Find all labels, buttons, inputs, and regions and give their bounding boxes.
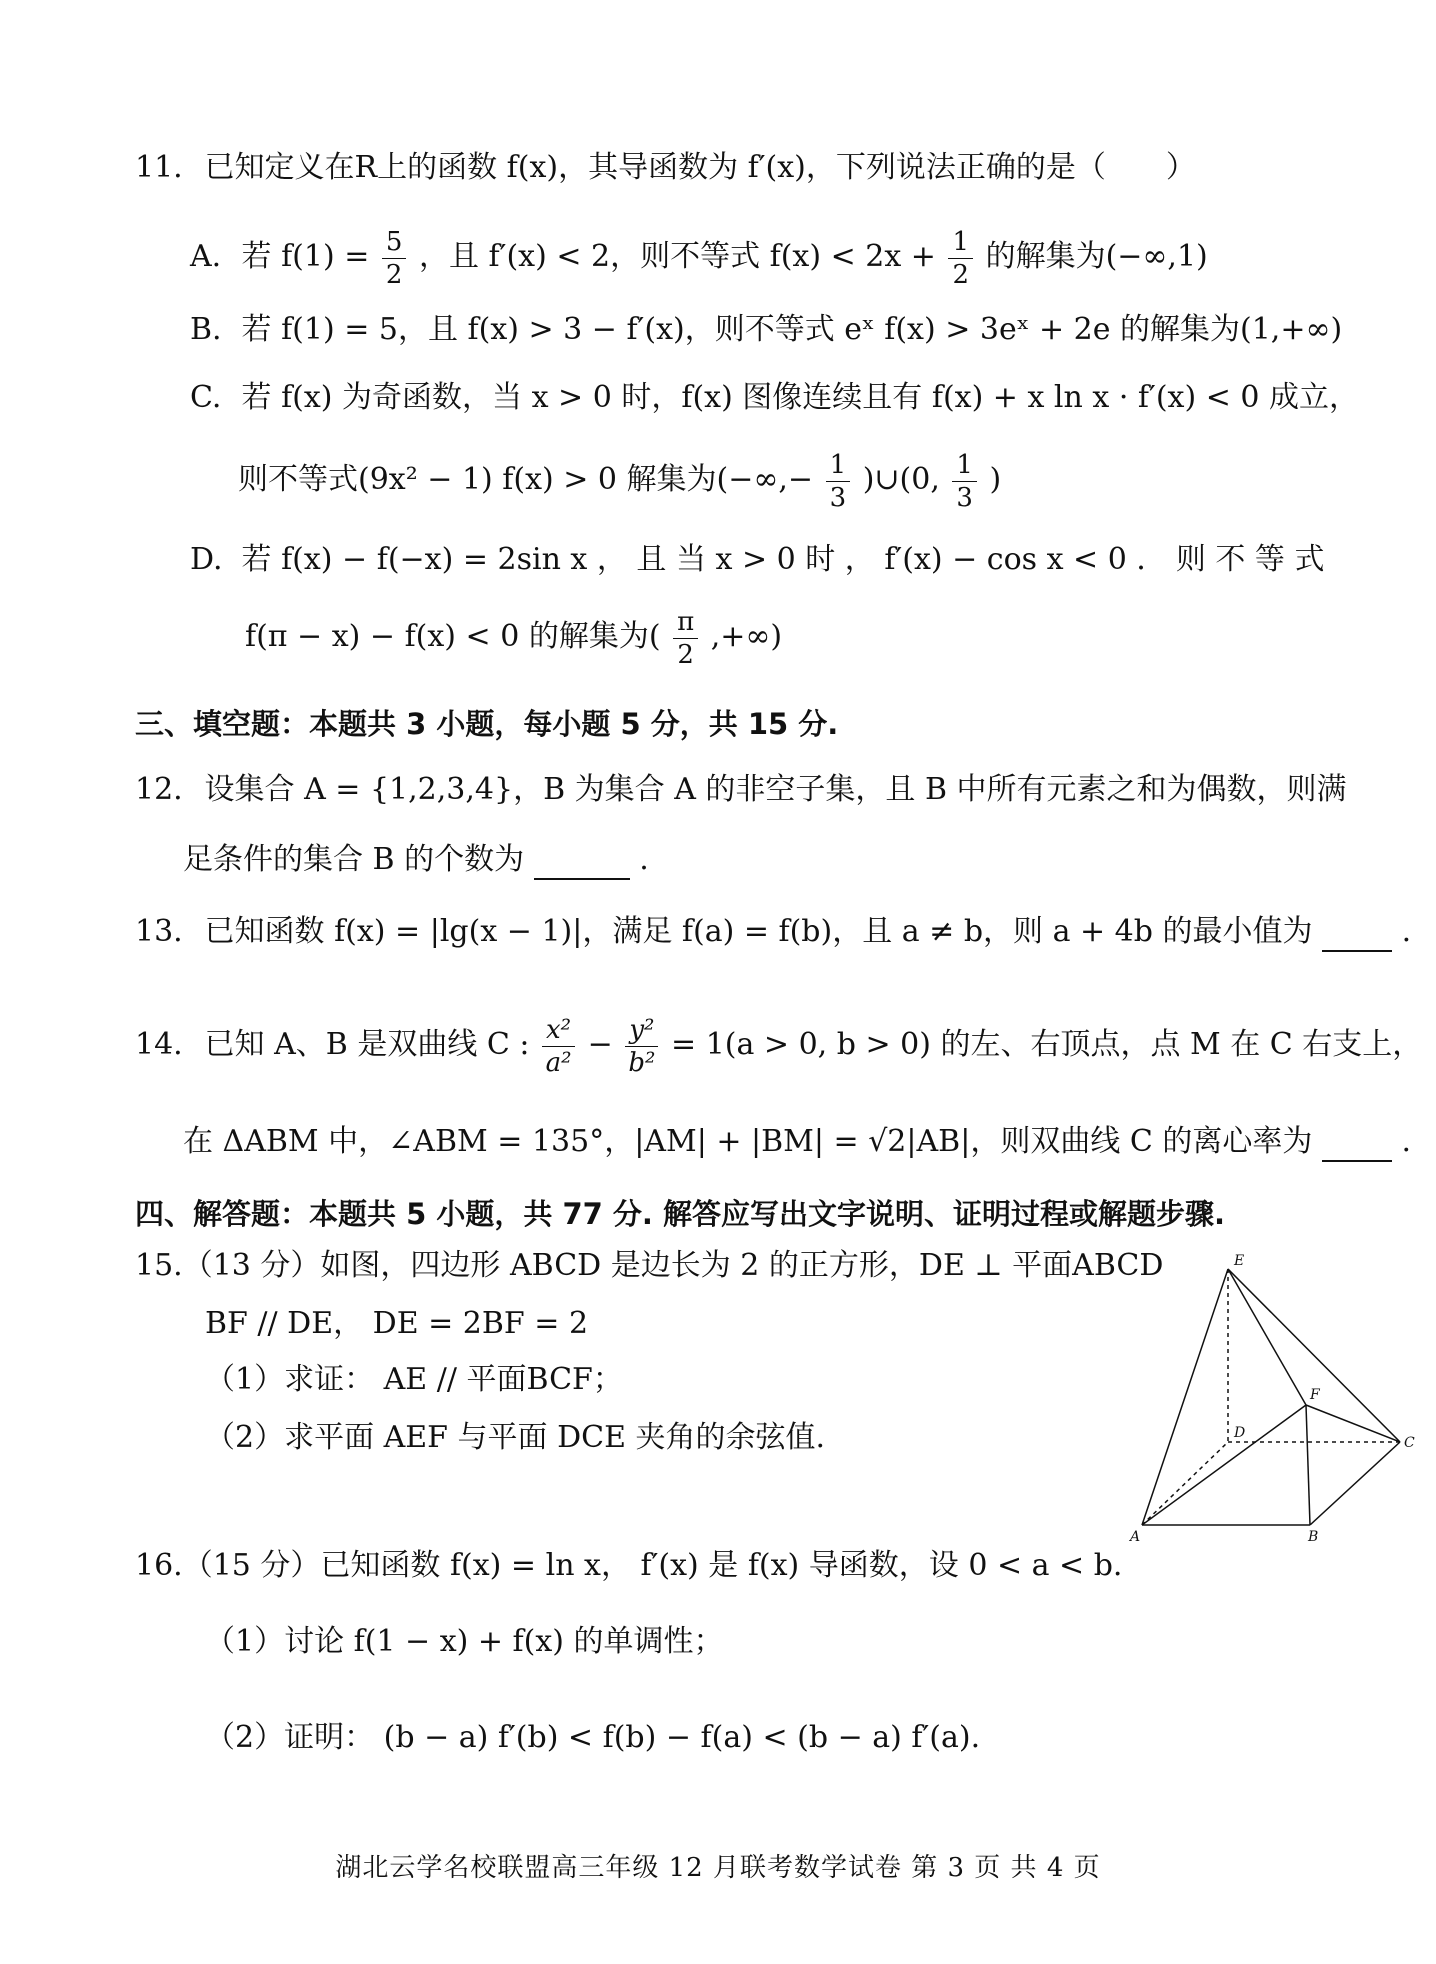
q11-stem: 已知定义在R上的函数 f(x)，其导函数为 f′(x)，下列说法正确的是（ ） (204, 150, 1196, 185)
q11-number: 11. (135, 150, 183, 185)
q14-frac2-num: y² (625, 1014, 658, 1047)
q15-line2: BF // DE， DE = 2BF = 2 (205, 1306, 589, 1341)
edge-ef (1228, 1269, 1306, 1405)
q11-c-frac1-den: 3 (829, 482, 847, 513)
q11-a-post: 的解集为(−∞,1) (985, 239, 1208, 274)
q11-a-frac1-den: 2 (385, 259, 403, 290)
edge-bc (1310, 1442, 1400, 1525)
q11-option-b (190, 310, 1342, 350)
q12-line1 (135, 770, 1347, 810)
label-c: C (1404, 1435, 1415, 1451)
q11-d-frac-den: 2 (677, 639, 694, 670)
edge-ea (1142, 1269, 1228, 1525)
q13-answer-blank (1322, 922, 1392, 952)
label-a: A (1130, 1529, 1141, 1545)
q11-a-label: A. (190, 239, 222, 274)
q11-c-frac2-num: 1 (952, 449, 977, 482)
q11-option-c-line2 (238, 448, 1001, 514)
edge-ec (1228, 1269, 1400, 1442)
q14-number: 14. (135, 1027, 183, 1062)
q11-c-frac1-num: 1 (826, 449, 851, 482)
q13-text: 已知函数 f(x) = |lg(x − 1)|，满足 f(a) = f(b)，且 a ≠ b，则 a + 4b 的最小值为 (204, 914, 1313, 949)
q11-option-d-line2 (245, 605, 782, 671)
q16-part1: （1）讨论 f(1 − x) + f(x) 的单调性； (205, 1624, 724, 1659)
q11-a-frac2-den: 2 (952, 259, 970, 290)
q11-option-a (190, 225, 1208, 291)
q11-d-line1: 若 f(x) − f(−x) = 2sin x ， 且 当 x > 0 时 ， f′(x) − cos x < 0 ． 则 不 等 式 (241, 542, 1325, 577)
q14-frac2-den: b² (628, 1047, 656, 1078)
section3-heading: 三、填空题：本题共 3 小题，每小题 5 分，共 15 分. (135, 707, 839, 741)
q12-text2: 足条件的集合 B 的个数为 (183, 842, 525, 877)
q15-figure (1110, 1245, 1420, 1545)
q14-end: . (1401, 1124, 1411, 1159)
q12-text1: 设集合 A = {1,2,3,4}，B 为集合 A 的非空子集，且 B 中所有元素之和为偶数，则满 (204, 772, 1347, 807)
q15-line1: 15.（13 分）如图，四边形 ABCD 是边长为 2 的正方形，DE ⊥ 平面ABCD (135, 1248, 1164, 1283)
q14-pre: 已知 A、B 是双曲线 C : (204, 1027, 530, 1062)
q11-stem-line (135, 148, 1196, 188)
q11-c-line2-pre: 则不等式(9x² − 1) f(x) > 0 解集为(−∞,− (238, 462, 814, 497)
q14-text2: 在 ΔABM 中，∠ABM = 135°，|AM| + |BM| = √2|AB|，则双曲线 C 的离心率为 (183, 1124, 1313, 1159)
q15-part2: （2）求平面 AEF 与平面 DCE 夹角的余弦值. (205, 1420, 826, 1455)
q11-a-frac2 (948, 226, 973, 291)
q11-a-frac1-num: 5 (382, 226, 407, 259)
q11-a-frac2-num: 1 (948, 226, 973, 259)
section4-heading: 四、解答题：本题共 5 小题，共 77 分. 解答应写出文字说明、证明过程或解题步骤. (135, 1197, 1226, 1231)
q11-c-line2-post: ) (989, 462, 1002, 497)
edge-af (1142, 1405, 1306, 1525)
q11-option-c-line1 (190, 378, 1359, 418)
q11-b-text: 若 f(1) = 5，且 f(x) > 3 − f′(x)，则不等式 eˣ f(x) > 3eˣ + 2e 的解集为(1,+∞) (241, 312, 1343, 347)
q13-line (135, 912, 1411, 952)
q11-d-frac (673, 606, 698, 671)
q11-d-frac-num: π (673, 606, 698, 639)
q11-a-mid: ，且 f′(x) < 2，则不等式 f(x) < 2x + (419, 239, 936, 274)
q14-frac1 (542, 1014, 575, 1079)
q11-c-frac1 (826, 449, 851, 514)
q11-b-label: B. (190, 312, 222, 347)
q11-d-line2-pre: f(π − x) − f(x) < 0 的解集为( (245, 619, 661, 654)
edge-ad-hidden (1142, 1442, 1228, 1525)
q11-a-pre: 若 f(1) = (241, 239, 370, 274)
q11-c-line2-mid: )∪(0, (862, 462, 940, 497)
q11-d-line2-post: ,+∞) (710, 619, 783, 654)
edge-fb (1306, 1405, 1310, 1525)
q15-part1: （1）求证： AE // 平面BCF； (205, 1362, 623, 1397)
label-f: F (1310, 1387, 1320, 1403)
q16-part2: （2）证明： (b − a) f′(b) < f(b) − f(a) < (b − a) f′(a). (205, 1720, 981, 1755)
label-e: E (1234, 1253, 1245, 1269)
q11-d-label: D. (190, 542, 223, 577)
q11-option-d-line1 (190, 540, 1324, 580)
q14-frac1-num: x² (542, 1014, 575, 1047)
q11-c-label: C. (190, 380, 222, 415)
q14-minus: − (587, 1027, 613, 1062)
page-footer: 湖北云学名校联盟高三年级 12 月联考数学试卷 第 3 页 共 4 页 (335, 1853, 1101, 1883)
q16-line1: 16.（15 分）已知函数 f(x) = ln x， f′(x) 是 f(x) 导函数，设 0 < a < b. (135, 1548, 1123, 1583)
q12-answer-blank (534, 850, 630, 880)
q11-c-frac2 (952, 449, 977, 514)
q11-a-frac1 (382, 226, 407, 291)
q12-line2 (183, 840, 649, 880)
q11-c-frac2-den: 3 (956, 482, 973, 513)
q14-line2 (183, 1122, 1411, 1162)
q12-end: . (639, 842, 649, 877)
q13-number: 13. (135, 914, 183, 949)
edge-fc (1306, 1405, 1400, 1442)
q11-c-line1: 若 f(x) 为奇函数，当 x > 0 时，f(x) 图像连续且有 f(x) + x ln x · f′(x) < 0 成立， (241, 380, 1359, 415)
q12-number: 12. (135, 772, 183, 807)
q14-line1 (135, 1010, 1422, 1080)
q14-frac1-den: a² (545, 1047, 572, 1078)
label-d: D (1234, 1425, 1246, 1441)
q14-frac2 (625, 1014, 658, 1079)
q14-answer-blank (1322, 1132, 1392, 1162)
q14-post: = 1(a > 0, b > 0) 的左、右顶点，点 M 在 C 右支上， (671, 1027, 1423, 1062)
label-b: B (1308, 1529, 1319, 1545)
q13-end: . (1401, 914, 1412, 949)
